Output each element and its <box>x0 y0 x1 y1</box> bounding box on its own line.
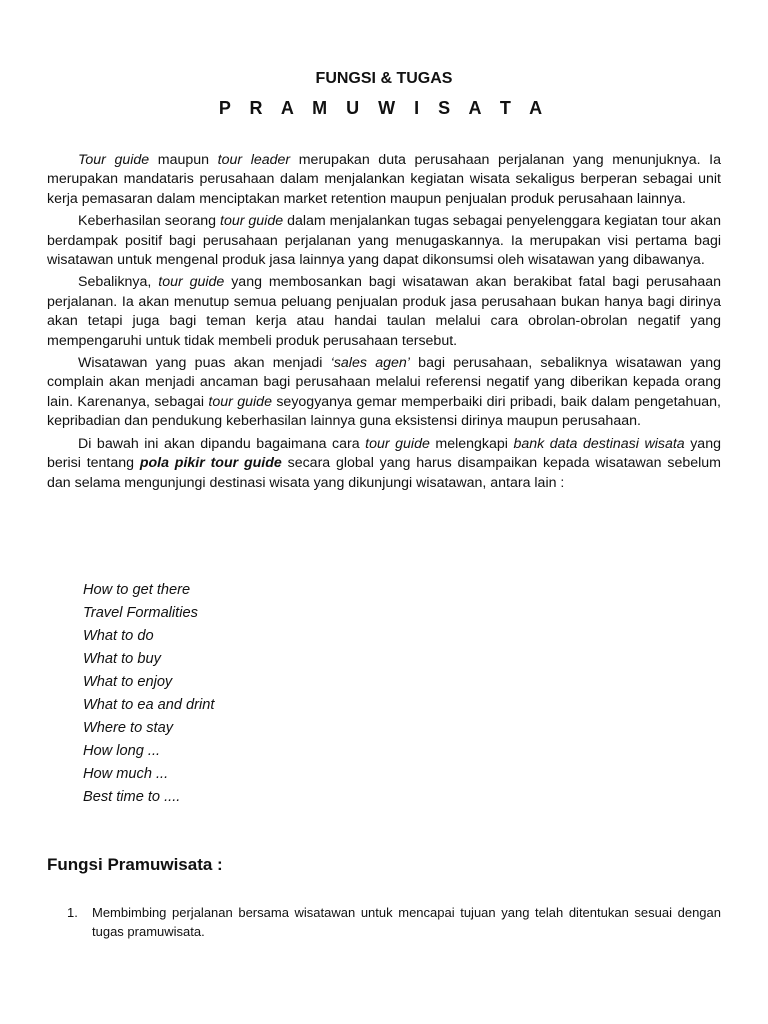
text-run: pola pikir tour guide <box>139 455 282 472</box>
text-run: bank data destinasi wisata <box>513 435 685 452</box>
numbered-list <box>47 904 721 941</box>
item-number: 1. <box>67 905 78 920</box>
question-list <box>83 579 214 809</box>
list-item: Travel Formalities <box>83 605 198 621</box>
text-run: bagi perusahaan, sebaliknya wisatawan yang complain akan menjadi ancaman bagi perusahaan melalui referensi negatif yang diberikan kepada orang lain. Karenanya, sebagai <box>47 355 721 410</box>
text-run: Di bawah ini akan dipandu bagaimana cara <box>78 435 366 452</box>
list-item: What to buy <box>83 651 161 667</box>
list-item: What to ea and drint <box>83 697 215 713</box>
item-text: Membimbing perjalanan bersama wisatawan untuk mencapai tujuan yang telah ditentukan sesuai dengan tugas pramuwisata. <box>92 905 721 939</box>
list-item: What to enjoy <box>83 674 173 690</box>
text-run: ‘sales agen’ <box>330 355 410 372</box>
paragraph <box>47 435 721 493</box>
text-run: melengkapi <box>429 435 514 452</box>
text-run: tour guide <box>365 435 430 452</box>
text-run: yang berisi tentang <box>47 435 721 472</box>
text-run: yang membosankan bagi wisatawan akan berakibat fatal bagi perusahaan perjalanan. Ia akan menutup semua peluang penjualan produk jasa perusahaan bukan hanya bagi dirinya akan tetapi juga bagi teman kerja atau handai taulan melalui cara obrolan-obrolan negatif yang mempengaruhi untuk tidak membeli produk perusahaan tersebut. <box>47 274 721 349</box>
text-run: tour guide <box>220 213 284 230</box>
list-item: How much ... <box>83 766 169 782</box>
list-item: How to get there <box>83 582 191 598</box>
text-run: merupakan duta perusahaan perjalanan yang menunjuknya. Ia merupakan mandataris perusahaan dalam menjalankan kegiatan wisata sekaligus berperan sebagai unit kerja pemasaran dalam menciptakan market retention maupun penjualan produk perusahaan lainnya. <box>47 152 722 207</box>
paragraph <box>47 151 721 209</box>
text-run: seyogyanya gemar memperbaiki diri pribadi, baik dalam pengetahuan, kepribadian dan pendukung keberhasilan lainnya guna eksistensi dirinya maupun perusahaan. <box>47 393 721 430</box>
document-title: FUNGSI & TUGAS <box>315 70 453 87</box>
list-item: Where to stay <box>83 720 174 736</box>
text-run: tour guide <box>158 274 225 291</box>
body-text <box>47 151 721 496</box>
text-run: Wisatawan yang puas akan menjadi <box>78 355 331 372</box>
numbered-item <box>47 904 721 941</box>
text-run: maupun <box>149 152 218 168</box>
section-heading: Fungsi Pramuwisata : <box>47 855 223 874</box>
document-subtitle: P R A M U W I S A T A <box>218 98 550 118</box>
list-item: What to do <box>83 628 154 644</box>
text-run: Tour guide <box>78 152 150 168</box>
list-item: How long ... <box>83 743 161 759</box>
text-run: Sebaliknya, <box>78 274 159 291</box>
text-run: dalam menjalankan tugas sebagai penyelenggara kegiatan tour akan berdampak positif bagi perusahaan perjalanan yang menugaskannya. Ia merupakan visi pertama bagi wisatawan untuk mengenal produk jasa lainnya yang dapat dikonsumsi oleh wisatawan yang dibawanya. <box>47 213 721 269</box>
text-run: secara global yang harus disampaikan kepada wisatawan sebelum dan selama mengunjungi destinasi wisata yang dikunjungi wisatawan, antara lain : <box>47 455 721 491</box>
text-run: Keberhasilan seorang <box>78 213 220 230</box>
paragraph <box>47 273 721 351</box>
list-item: Best time to .... <box>83 789 181 805</box>
paragraph <box>47 212 721 270</box>
text-run: tour guide <box>208 393 272 410</box>
text-run: tour leader <box>217 152 291 168</box>
paragraph <box>47 354 721 432</box>
